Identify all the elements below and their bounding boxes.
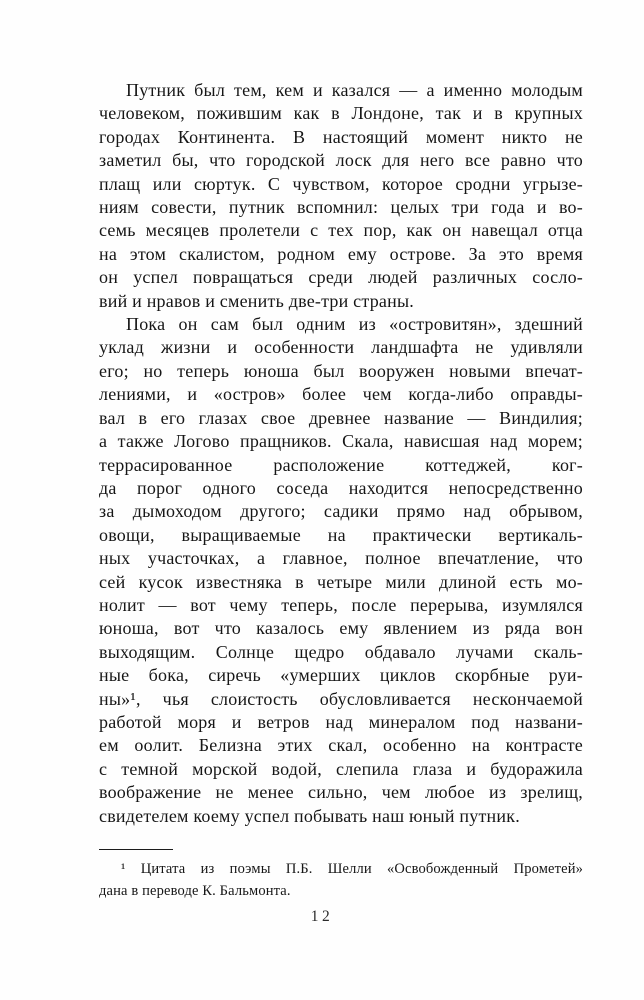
paragraph	[99, 79, 583, 313]
text-line: его; но теперь юноша был вооружен новыми впечат-	[99, 360, 583, 381]
text-line: Пока он сам был одним из «островитян», здешний	[126, 314, 583, 335]
text-line: уклад жизни и особенности ландшафта не удивляли	[99, 337, 583, 358]
text-block	[99, 79, 583, 828]
footnote-line: ¹ Цитата из поэмы П.Б. Шелли «Освобожденный Прометей»	[121, 861, 583, 877]
text-line: с темной морской водой, слепила глаза и будоражила	[99, 758, 583, 779]
text-line: за дымоходом другого; садики прямо над обрывом,	[99, 501, 583, 522]
footnote-text	[99, 859, 583, 902]
footnote-separator	[99, 849, 173, 850]
text-line: вий и нравов и сменить две-три страны.	[99, 290, 414, 311]
text-line: сей кусок известняка в четыре мили длиной есть мо-	[99, 571, 583, 592]
text-line: да порог одного соседа находится непосредственно	[99, 477, 583, 498]
text-line: а также Логово пращников. Скала, нависшая над морем;	[99, 431, 583, 452]
text-line: выходящим. Солнце щедро обдавало лучами скаль-	[99, 641, 583, 662]
footnote-section	[99, 849, 583, 902]
text-line: свидетелем коему успел побывать наш юный путник.	[99, 805, 520, 826]
text-line: вал в его глазах свое древнее название — Виндилия;	[99, 407, 583, 428]
text-line: человеком, пожившим как в Лондоне, так и в крупных	[99, 103, 583, 124]
text-line: ных участочках, а главное, полное впечатление, что	[99, 548, 583, 569]
text-line: семь месяцев пролетели с тех пор, как он навещал отца	[99, 220, 583, 241]
text-line: ные бока, сиречь «умерших циклов скорбные руи-	[99, 665, 583, 686]
text-line: ем оолит. Белизна этих скал, особенно на контрасте	[99, 735, 583, 756]
text-line: работой моря и ветров над минералом под названи-	[99, 711, 583, 732]
text-line: ниям совести, путник вспомнил: целых три года и во-	[99, 197, 583, 218]
text-line: террасированное расположение коттеджей, ког-	[99, 454, 583, 475]
page-number: 12	[310, 908, 334, 925]
footnote-line: дана в переводе К. Бальмонта.	[99, 882, 291, 899]
text-line: юноша, вот что казалось ему явлением из ряда вон	[99, 618, 583, 639]
text-line: Путник был тем, кем и казался — а именно молодым	[126, 80, 583, 100]
text-line: нолит — вот чему теперь, после перерыва, изумлялся	[99, 594, 583, 615]
text-line: плащ или сюртук. С чувством, которое сродни угрызе-	[99, 173, 583, 194]
text-line: лениями, и «остров» более чем когда-либо оправды-	[99, 384, 583, 405]
text-line: городах Континента. В настоящий момент никто не	[99, 126, 583, 147]
text-line: на этом скалистом, родном ему острове. За это время	[99, 243, 583, 264]
text-line: воображение не менее сильно, чем любое из зрелищ,	[99, 782, 583, 803]
text-line: он успел повращаться среди людей различных сосло-	[99, 267, 583, 288]
paragraph	[99, 313, 583, 828]
text-line: заметил бы, что городской лоск для него все равно что	[99, 150, 583, 171]
text-line: ны»¹, чья слоистость обусловливается нескончаемой	[99, 688, 583, 709]
text-line: овощи, выращиваемые на практически вертикаль-	[99, 524, 583, 545]
